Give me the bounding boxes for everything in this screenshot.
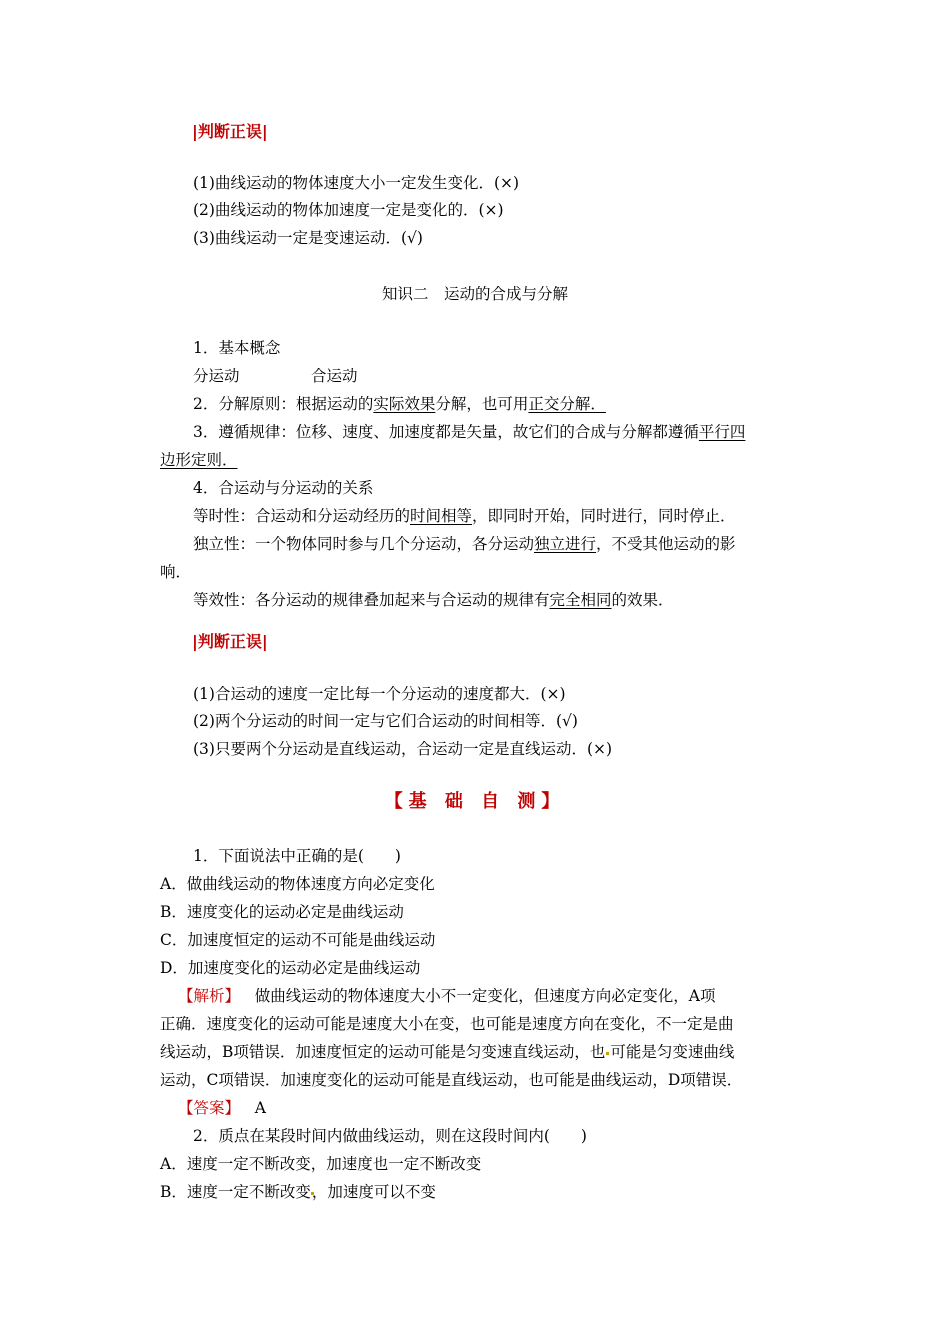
q1-option-b: B．速度变化的运动必定是曲线运动 xyxy=(160,903,404,921)
answer-tag: 【答案】 xyxy=(178,1099,241,1117)
k2-p7-u: 完全相同 xyxy=(549,591,612,609)
k2-p2-pre: 2．分解原则：根据运动的 xyxy=(193,395,374,413)
k2-p1-b: 合运动 xyxy=(311,367,358,385)
judge1-item-2: (2)曲线运动的物体加速度一定是变化的．(×) xyxy=(193,201,504,219)
k2-p3 xyxy=(193,421,745,443)
q1-option-d: D．加速度变化的运动必定是曲线运动 xyxy=(160,959,421,977)
k2-p6-cont: 响． xyxy=(160,563,192,581)
analysis-line-4: 运动，C项错误．加速度变化的运动可能是直线运动，也可能是曲线运动，D项错误． xyxy=(160,1071,743,1089)
k2-p6-pre: 独立性：一个物体同时参与几个分运动，各分运动 xyxy=(193,535,535,553)
q2-option-b-part2: ，加速度可以不变 xyxy=(311,1183,436,1201)
analysis-tag: 【解析】 xyxy=(178,987,241,1005)
k2-p5-u: 时间相等 xyxy=(410,507,473,525)
analysis-text-1: 做曲线运动的物体速度大小不一定变化，但速度方向必定变化，A项 xyxy=(254,987,716,1005)
q2-option-b-part1: B．速度一定不断改变 xyxy=(160,1183,311,1201)
k2-p6 xyxy=(193,533,736,555)
k2-p5 xyxy=(193,505,736,527)
k2-p6-post: ，不受其他运动的影 xyxy=(596,535,736,553)
k2-p4: 4．合运动与分运动的关系 xyxy=(193,479,374,497)
knowledge2-title: 知识二 运动的合成与分解 xyxy=(381,285,568,303)
k2-p5-post: ，即同时开始，同时进行，同时停止． xyxy=(472,507,736,525)
q2-option-b xyxy=(160,1181,436,1203)
k2-p7 xyxy=(193,589,674,611)
k2-p7-pre: 等效性：各分运动的规律叠加起来与合运动的规律有 xyxy=(193,591,550,609)
k2-p1: 1．基本概念 xyxy=(193,339,281,357)
judge2-item-2: (2)两个分运动的时间一定与它们合运动的时间相等．(√) xyxy=(193,712,578,730)
k2-p3-u1: 平行四 xyxy=(698,423,746,441)
k2-p1-a: 分运动 xyxy=(193,367,240,385)
k2-p2-mid: 分解，也可用 xyxy=(435,395,529,413)
judge1-item-3: (3)曲线运动一定是变速运动．(√) xyxy=(193,229,423,247)
q1-option-a: A．做曲线运动的物体速度方向必定变化 xyxy=(160,875,435,893)
stray-dot-mark xyxy=(606,1052,609,1055)
analysis-line-2: 正确．速度变化的运动可能是速度大小在变，也可能是速度方向在变化，不一定是曲 xyxy=(160,1015,734,1033)
k2-p7-post: 的效果． xyxy=(611,591,674,609)
judge1-item-1: (1)曲线运动的物体速度大小一定发生变化．(×) xyxy=(193,174,520,192)
q2-option-a: A．速度一定不断改变，加速度也一定不断改变 xyxy=(160,1155,482,1173)
k2-p2-u2: 正交分解． xyxy=(528,395,606,413)
k2-p2-u1: 实际效果 xyxy=(373,395,436,413)
k2-p3-cont xyxy=(160,449,238,471)
analysis-line-3 xyxy=(160,1041,734,1063)
k2-p3-pre: 3．遵循规律：位移、速度、加速度都是矢量，故它们的合成与分解都遵循 xyxy=(193,423,699,441)
judge-tag-1: |判断正误| xyxy=(192,122,268,141)
selftest-heading: 【基 础 自 测】 xyxy=(384,791,566,812)
q2-stem: 2．质点在某段时间内做曲线运动，则在这段时间内( ) xyxy=(193,1127,587,1145)
answer-line xyxy=(178,1097,266,1119)
k2-p6-u: 独立进行 xyxy=(534,535,597,553)
q1-stem: 1．下面说法中正确的是( ) xyxy=(193,847,401,865)
q1-option-c: C．加速度恒定的运动不可能是曲线运动 xyxy=(160,931,436,949)
k2-p5-pre: 等时性：合运动和分运动经历的 xyxy=(193,507,411,525)
answer-value: A xyxy=(254,1099,266,1117)
analysis-line-1 xyxy=(178,985,716,1007)
judge2-item-1: (1)合运动的速度一定比每一个分运动的速度都大．(×) xyxy=(193,685,566,703)
analysis-text-3a: 线运动，B项错误．加速度恒定的运动可能是匀变速直线运动，也 xyxy=(160,1043,606,1061)
k2-p3-u2: 边形定则． xyxy=(160,451,238,469)
judge-tag-2: |判断正误| xyxy=(192,632,268,651)
k2-p2 xyxy=(193,393,606,415)
analysis-text-3b: 可能是匀变速曲线 xyxy=(610,1043,735,1061)
judge2-item-3: (3)只要两个分运动是直线运动，合运动一定是直线运动．(×) xyxy=(193,740,613,758)
